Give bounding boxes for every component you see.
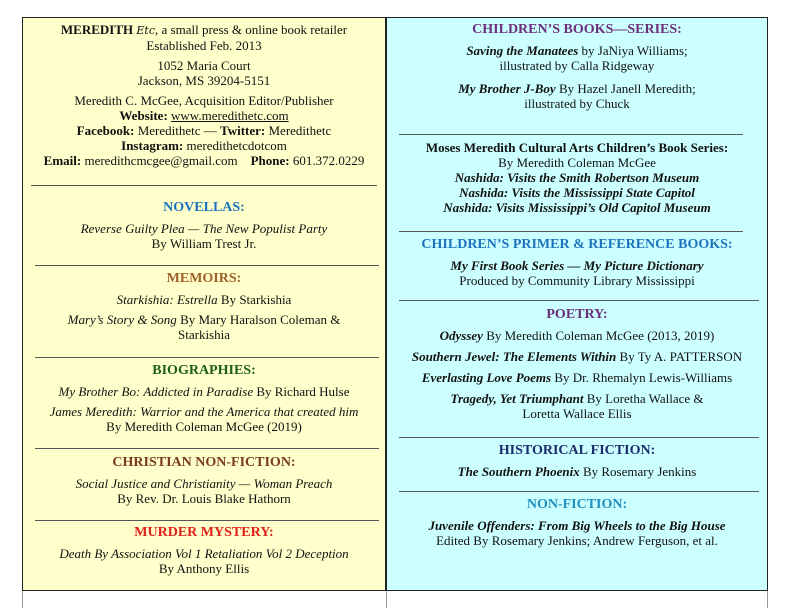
book-illustrator: illustrated by Chuck (524, 96, 630, 111)
book-author: By Loretha Wallace & (583, 391, 704, 406)
publisher-tagline: , a small press & online book retailer (155, 22, 348, 37)
book-author: By Rosemary Jenkins (579, 464, 697, 479)
book-title: Starkishia: Estrella (116, 292, 218, 307)
book-title: Saving the Manatees (466, 43, 579, 58)
book-author: By William Trest Jr. (151, 236, 257, 251)
book-author: By Meredith Coleman McGee (2013, 2019) (482, 328, 715, 343)
book-author: By Starkishia (217, 292, 292, 307)
section-murder-mystery (23, 525, 385, 576)
christian-heading: CHRISTIAN NON-FICTION: (112, 455, 296, 470)
book-title: My First Book Series — My Picture Dictionary (450, 258, 704, 273)
book-title: Nashida: Visits Mississippi’s Old Capitol Museum (443, 200, 711, 215)
section-memoirs (23, 271, 385, 342)
street-address: 1052 Maria Court (157, 58, 251, 73)
divider (399, 300, 759, 301)
page-edge-line (22, 591, 23, 608)
book-title: Reverse Guilty Plea — The New Populist Party (80, 221, 328, 236)
memoirs-heading: MEMOIRS: (166, 271, 242, 286)
book-author: By Meredith Coleman McGee (498, 155, 656, 170)
book-author: By Meredith Coleman McGee (2019) (106, 419, 302, 434)
editor-line: Meredith C. McGee, Acquisition Editor/Publisher (74, 93, 334, 108)
nonfiction-heading: NON-FICTION: (526, 497, 628, 512)
email-address: meredithcmcgee@gmail.com (84, 153, 238, 168)
book-subtitle: Vol 1 Retaliation Vol 2 Deception (171, 546, 349, 561)
book-title: Death By Association (59, 546, 172, 561)
book-title: Nashida: Visits the Smith Robertson Museum (454, 170, 700, 185)
section-christian-nonfiction (23, 455, 385, 506)
right-column (386, 17, 768, 591)
contact-line: Email: meredithcmcgee@gmail.com Phone: 601.372.0229 (43, 153, 365, 168)
facebook-handle: Meredithetc (137, 123, 201, 138)
biographies-heading: BIOGRAPHIES: (152, 363, 256, 378)
book-title: Social Justice and Christianity — Woman Preach (75, 476, 333, 491)
divider (35, 357, 379, 358)
book-title: Everlasting Love Poems (421, 370, 552, 385)
children-series-heading: CHILDREN’S BOOKS—SERIES: (472, 22, 682, 37)
book-author: By Hazel Janell Meredith; (555, 81, 696, 96)
book-title: Nashida: Visits the Mississippi State Capitol (459, 185, 695, 200)
publisher-block (23, 22, 385, 168)
page-edge-line (767, 591, 768, 608)
publisher-etc-logo: Etc (136, 24, 156, 37)
book-illustrator: illustrated by Calla Ridgeway (499, 58, 655, 73)
murder-heading: MURDER MYSTERY: (134, 525, 274, 540)
left-column (22, 17, 386, 591)
book-editors: Edited By Rosemary Jenkins; Andrew Ferguson, et al. (436, 533, 718, 548)
book-title: Odyssey (439, 328, 483, 343)
book-author: By Dr. Rhemalyn Lewis-Williams (551, 370, 733, 385)
book-author: by JaNiya Williams; (578, 43, 688, 58)
section-primer (387, 237, 767, 288)
book-title: The Southern Phoenix (457, 464, 580, 479)
divider (399, 437, 759, 438)
publisher-name: MEREDITH (60, 22, 134, 37)
novellas-heading: NOVELLAS: (163, 200, 245, 215)
instagram-handle: meredithetcdotcom (186, 138, 287, 153)
established-date: Established Feb. 2013 (146, 38, 262, 53)
poetry-heading: POETRY: (546, 307, 608, 322)
divider (35, 448, 379, 449)
book-author: Starkishia (178, 327, 230, 342)
divider (399, 231, 743, 232)
book-title: My Brother Bo: Addicted in Paradise (58, 384, 254, 399)
book-author: By Ty A. PATTERSON (616, 349, 743, 364)
section-biographies (23, 363, 385, 434)
divider (35, 520, 379, 521)
twitter-handle: Meredithetc (268, 123, 332, 138)
book-title: My Brother J-Boy (458, 81, 556, 96)
primer-heading: CHILDREN’S PRIMER & REFERENCE BOOKS: (421, 237, 733, 252)
moses-heading: Moses Meredith Cultural Arts Children’s Book Series: (425, 140, 729, 155)
page-edge-line (386, 591, 387, 608)
book-title: Tragedy, Yet Triumphant (450, 391, 584, 406)
section-novellas (23, 200, 385, 251)
website-link[interactable]: www.meredithetc.com (171, 108, 289, 123)
divider (399, 134, 743, 135)
book-title: Southern Jewel: The Elements Within (411, 349, 617, 364)
book-author: By Mary Haralson Coleman & (176, 312, 341, 327)
book-author: By Richard Hulse (253, 384, 350, 399)
section-moses-series (387, 140, 767, 215)
section-children-series (387, 22, 767, 111)
divider (35, 265, 379, 266)
social-line: Facebook: Meredithetc — Twitter: Meredithetc (76, 123, 332, 138)
book-author: By Rev. Dr. Louis Blake Hathorn (117, 491, 291, 506)
book-author: Loretta Wallace Ellis (522, 406, 632, 421)
section-poetry (387, 307, 767, 421)
book-title: Juvenile Offenders: From Big Wheels to the Big House (428, 518, 726, 533)
website-line: Website: www.meredithetc.com (119, 108, 289, 123)
book-author: By Anthony Ellis (158, 561, 250, 576)
divider (31, 185, 377, 186)
section-nonfiction (387, 497, 767, 548)
divider (399, 491, 759, 492)
instagram-line: Instagram: meredithetcdotcom (121, 138, 287, 153)
historical-heading: HISTORICAL FICTION: (498, 443, 656, 458)
book-producer: Produced by Community Library Mississippi (459, 273, 695, 288)
section-historical-fiction (387, 443, 767, 479)
book-title: James Meredith: Warrior and the America that created him (49, 404, 359, 419)
phone-number: 601.372.0229 (292, 153, 365, 168)
city-address: Jackson, MS 39204-5151 (137, 73, 271, 88)
book-title: Mary’s Story & Song (67, 312, 177, 327)
